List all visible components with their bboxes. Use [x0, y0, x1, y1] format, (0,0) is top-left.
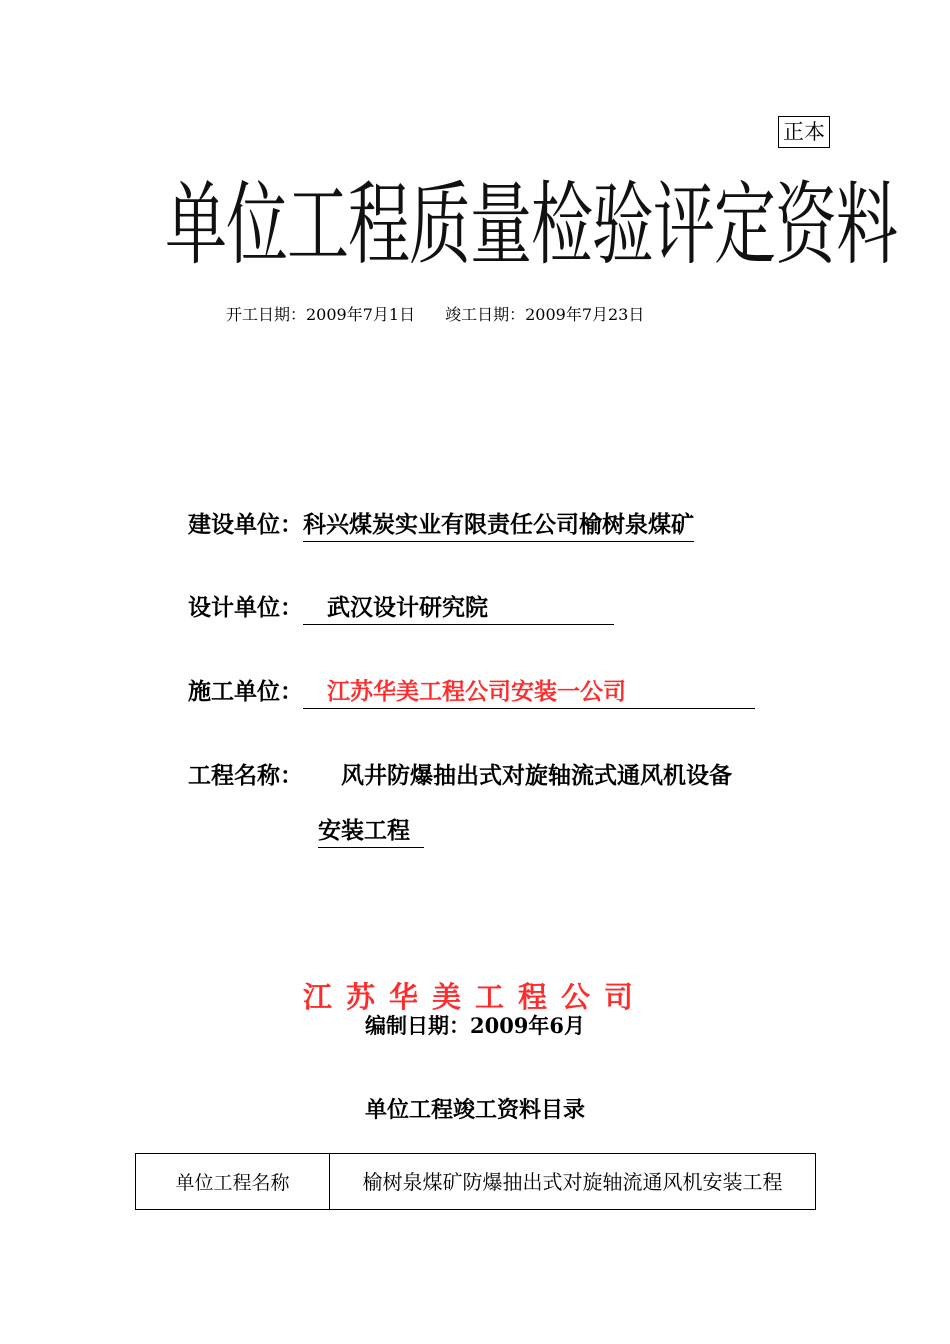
- constructor-label: 施工单位：: [188, 679, 303, 705]
- original-copy-badge: 正本: [778, 116, 830, 148]
- company-name: 江苏华美工程公司: [302, 980, 647, 1014]
- project-field-line2: [318, 815, 424, 848]
- compile-date: 编制日期：2009年6月: [364, 1013, 586, 1038]
- builder-field: [188, 509, 694, 542]
- designer-field: [188, 592, 614, 625]
- start-date: 开工日期：2009年7月1日: [226, 305, 416, 324]
- end-date: 竣工日期：2009年7月23日: [445, 305, 645, 324]
- builder-label: 建设单位：: [188, 512, 303, 538]
- designer-value: 武汉设计研究院: [303, 592, 614, 625]
- project-value-line1: 风井防爆抽出式对旋轴流式通风机设备: [341, 763, 732, 789]
- document-title: 单位工程质量检验评定资料: [165, 171, 898, 278]
- constructor-field: [188, 676, 755, 709]
- project-name-table: [135, 1153, 816, 1210]
- builder-value: 科兴煤炭实业有限责任公司榆树泉煤矿: [303, 509, 694, 542]
- designer-label: 设计单位：: [188, 595, 303, 621]
- toc-title: 单位工程竣工资料目录: [364, 1098, 585, 1123]
- table-value-cell: 榆树泉煤矿防爆抽出式对旋轴流通风机安装工程: [362, 1169, 783, 1194]
- project-label: 工程名称：: [188, 763, 303, 789]
- table-label-cell: 单位工程名称: [136, 1154, 330, 1209]
- project-field: [188, 760, 732, 792]
- constructor-value: 江苏华美工程公司安装一公司: [303, 676, 755, 709]
- date-line: [226, 302, 826, 328]
- project-value-line2: 安装工程: [318, 815, 424, 848]
